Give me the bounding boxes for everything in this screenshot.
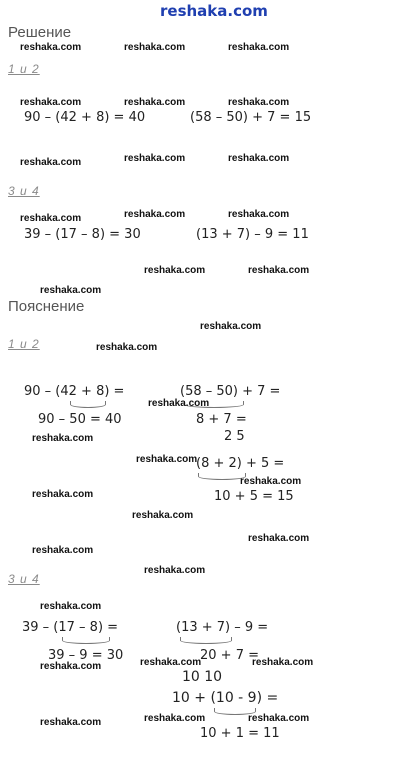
watermark: reshaka.com — [96, 342, 158, 353]
part-label-3-4: 3 и 4 — [8, 572, 40, 586]
watermark: reshaka.com — [20, 157, 82, 168]
watermark: reshaka.com — [40, 601, 102, 612]
explanation-equation: 39 – (17 – 8) = — [22, 620, 119, 635]
explanation-equation: 10 + 1 = 11 — [200, 726, 280, 741]
grouping-brace — [198, 473, 246, 480]
watermark: reshaka.com — [248, 713, 310, 724]
explanation-equation: 20 + 7 = — [200, 648, 259, 663]
watermark: reshaka.com — [148, 398, 210, 409]
explanation-equation: 39 – 9 = 30 — [48, 648, 124, 663]
watermark: reshaka.com — [228, 209, 290, 220]
watermark: reshaka.com — [228, 153, 290, 164]
watermark: reshaka.com — [124, 153, 186, 164]
watermark: reshaka.com — [124, 97, 186, 108]
watermark: reshaka.com — [32, 433, 94, 444]
explanation-equation: 2 5 — [224, 429, 245, 444]
grouping-brace — [62, 637, 110, 644]
watermark: reshaka.com — [144, 713, 206, 724]
watermark: reshaka.com — [132, 510, 194, 521]
explanation-equation: (13 + 7) – 9 = — [176, 620, 269, 635]
watermark: reshaka.com — [20, 213, 82, 224]
explanation-heading: Пояснение — [8, 298, 85, 315]
watermark: reshaka.com — [40, 285, 102, 296]
explanation-equation: 10 + 5 = 15 — [214, 489, 294, 504]
watermark: reshaka.com — [40, 661, 102, 672]
watermark: reshaka.com — [144, 265, 206, 276]
explanation-equation: 10 10 — [182, 669, 223, 685]
solution-equation: 39 – (17 – 8) = 30 — [24, 227, 141, 242]
solution-heading: Решение — [8, 24, 72, 41]
explanation-equation: 10 + (10 - 9) = — [172, 690, 279, 706]
watermark: reshaka.com — [20, 42, 82, 53]
watermark: reshaka.com — [240, 476, 302, 487]
solution-equation: (58 – 50) + 7 = 15 — [190, 110, 312, 125]
grouping-brace — [70, 401, 106, 408]
watermark: reshaka.com — [124, 42, 186, 53]
watermark: reshaka.com — [144, 565, 206, 576]
explanation-equation: 90 – (42 + 8) = — [24, 384, 125, 399]
part-label-1-2: 1 и 2 — [8, 337, 40, 351]
explanation-equation: 90 – 50 = 40 — [38, 412, 122, 427]
explanation-equation: 8 + 7 = — [196, 412, 247, 427]
watermark: reshaka.com — [140, 657, 202, 668]
watermark: reshaka.com — [228, 42, 290, 53]
watermark: reshaka.com — [124, 209, 186, 220]
watermark: reshaka.com — [248, 533, 310, 544]
part-label-3-4: 3 и 4 — [8, 184, 40, 198]
solution-equation: 90 – (42 + 8) = 40 — [24, 110, 146, 125]
watermark: reshaka.com — [20, 97, 82, 108]
site-header[interactable]: reshaka.com — [160, 2, 268, 20]
explanation-equation: (8 + 2) + 5 = — [196, 456, 285, 471]
watermark: reshaka.com — [136, 454, 198, 465]
watermark: reshaka.com — [248, 265, 310, 276]
explanation-equation: (58 – 50) + 7 = — [180, 384, 281, 399]
grouping-brace — [180, 637, 232, 644]
solution-equation: (13 + 7) – 9 = 11 — [196, 227, 309, 242]
watermark: reshaka.com — [32, 545, 94, 556]
watermark: reshaka.com — [40, 717, 102, 728]
watermark: reshaka.com — [252, 657, 314, 668]
watermark: reshaka.com — [32, 489, 94, 500]
watermark: reshaka.com — [200, 321, 262, 332]
watermark: reshaka.com — [228, 97, 290, 108]
part-label-1-2: 1 и 2 — [8, 62, 40, 76]
